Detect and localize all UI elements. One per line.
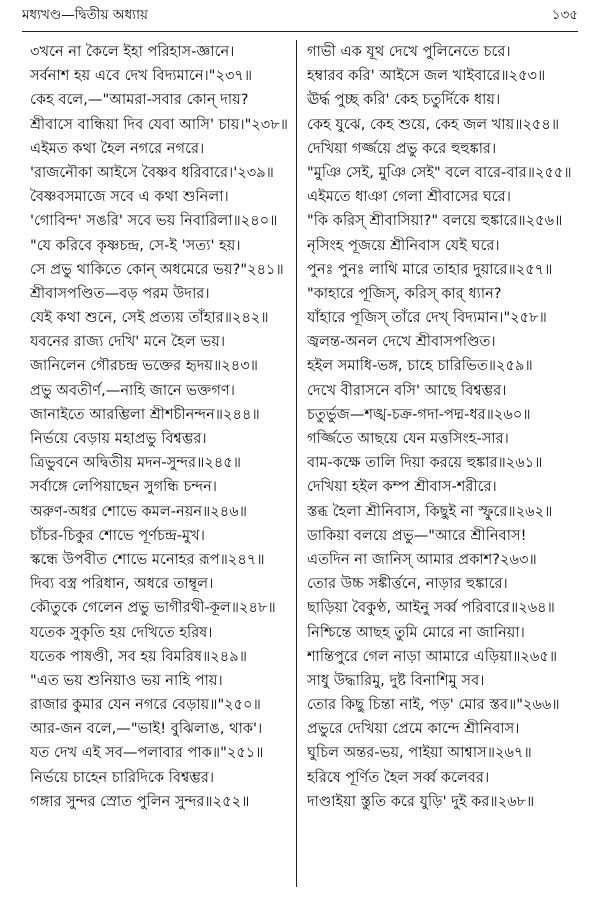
verse-line: দেখিয়া হইল কম্প শ্রীবাস-শরীরে। [307,478,497,496]
verse-line: গর্জ্জিতে আছয়ে যেন মত্তসিংহ-সার। [307,430,509,447]
verse-line: স্তব্ধ হৈলা শ্রীনিবাস, কিছুই না স্ফুরে॥২৬২॥ [307,502,553,520]
verse-line: অরুণ-অধর শোভে কমল-নয়ন॥২৪৬॥ [30,502,248,520]
verse-line: এইমতে ধাঞা গেলা শ্রীবাসের ঘরে। [307,188,512,206]
verse-line: প্রভু অবতীর্ণ,—নাহি জানে ভক্তগণ। [30,381,235,399]
header-rule [22,31,578,32]
running-title: মধ্যখণ্ড—দ্বিতীয় অধ্যায় [22,6,148,23]
verse-line: জানাইতে আরম্ভিলা শ্রীশচীনন্দন॥২৪৪॥ [30,405,260,423]
verse-line: ঘুচিল অন্তর-ভয়, পাইয়া আশ্বাস॥২৬৭॥ [307,744,532,762]
verse-line: হইল সমাধি-ভঙ্গ, চাহে চারিভিত॥২৫৯॥ [307,357,533,375]
verse-line: "কাহারে পূজিস্‌, করিস্‌ কার্‌ ধ্যান? [307,284,502,302]
verse-line: "কি করিস্‌ শ্রীবাসিয়া?" বলয়ে হুঙ্কারে॥২৫৬॥ [307,212,563,230]
verse-line: নিশ্চিন্তে আছহ তুমি মোরে না জানিয়া। [307,623,525,641]
verse-line: "যে করিবে কৃষ্ণচন্দ্র, সে-ই 'সত্য' হয়। [30,236,241,254]
verse-line: সর্বনাশ হয় এবে দেখ বিদ্যমানে।"২৩৭॥ [30,67,253,85]
verse-line: "মুঞি সেই, মুঞি সেই" বলে বারে-বার॥২৫৫॥ [307,163,572,181]
verse-line: ডাকিয়া বলয়ে প্রভু—"আরে শ্রীনিবাস! [307,526,527,544]
left-column [30,40,302,814]
verse-line: কেহ যুঝে, কেহ শুয়ে, কেহ জল খায়॥২৫৪॥ [307,115,560,133]
verse-line: রাজার কুমার যেন নগরে বেড়ায়॥"২৫০॥ [30,696,261,714]
verse-line: আর-জন বলে,—"ভাই! বুঝিলাঙ, থাক'। [30,720,263,738]
verse-line: ঊর্দ্ধ পুচ্ছ করি' কেহ চতুর্দিকে ধায়। [307,91,501,109]
column-divider [296,40,297,887]
verse-line: স্কন্ধে উপবীত শোভে মনোহর রূপ॥২৪৭॥ [30,550,265,568]
verse-line: পুনঃ পুনঃ লাথি মারে তাহার দুয়ারে॥২৫৭॥ [307,260,553,278]
verse-line: সাধু উদ্ধারিমু, দুষ্ট বিনাশিমু সব। [307,671,485,689]
verse-line: কেহ বলে,—"আমরা-সবার কোন্‌ দায়? [30,91,249,109]
page-number: ১৩৫ [551,6,578,23]
verse-line: এতদিন না জানিস্‌ আমার প্রকাশ?২৬৩॥ [307,550,537,568]
verse-line: জ্বলন্ত-অনল দেখে শ্রীবাসপণ্ডিত। [307,333,496,351]
verse-line: হম্বারব করি' আইসে জল খাইবারে॥২৫৩॥ [307,67,546,85]
verse-line: যেই কথা শুনে, সেই প্রত্যয় তাঁহার॥২৪২॥ [30,309,269,327]
verse-line: 'রাজনৌকা আইসে বৈষ্ণব ধরিবারে।'২৩৯॥ [30,163,274,181]
verse-line: হরিষে পূর্ণিত হৈল সর্ব্ব কলেবর। [307,768,490,786]
verse-line: যতেক সুকৃতি হয় দেখিতে হরিষ। [30,623,213,641]
verse-line: শ্রীবাসপণ্ডিত—বড় পরম উদার। [30,284,210,302]
verse-line: যাঁহারে পূজিস্‌ তাঁরে দেখ্‌ বিদ্যমান।"২৫৮॥ [307,309,547,327]
verse-line: তোর কিছু চিন্তা নাই, পড়' মোর স্তব॥"২৬৬॥ [307,696,560,714]
verse-line: নৃসিংহ পূজয়ে শ্রীনিবাস যেই ঘরে। [307,236,500,254]
verse-line: গঙ্গার সুন্দর স্রোত পুলিন সুন্দর॥২৫২॥ [30,792,250,810]
verse-line: ৩খনে না কৈলে ইহা পরিহাস-জ্ঞানে। [30,43,235,60]
verse-line: যত দেখ এই সব—পলাবার পাক॥"২৫১॥ [30,744,264,762]
verse-line: সর্বাঙ্গে লেপিয়াছেন সুগন্ধি চন্দন। [30,478,218,496]
verse-line: নির্ভয়ে চাহেন চারিদিকে বিশ্বম্ভর। [30,768,215,786]
verse-line: দেখিয়া গর্জ্জয়ে প্রভু করে হুহুঙ্কার। [307,139,497,157]
right-column [307,40,579,814]
verse-line: ছাড়িয়া বৈকুণ্ঠ, আইনু সর্ব্ব পরিবারে॥২৬৪॥ [307,599,555,617]
verse-line: "এত ভয় শুনিয়াও ভয় নাহি পায়। [30,671,223,689]
verse-line: তোর উচ্চ সঙ্কীর্ত্তনে, নাড়ার হুঙ্কারে। [307,575,508,593]
verse-line: দিব্য বস্ত্র পরিধান, অধরে তাম্বূল। [30,575,214,593]
verse-line: জানিলেন গৌরচন্দ্র ভক্তের হৃদয়॥২৪৩॥ [30,357,258,375]
verse-line: গাভী এক যূথ দেখে পুলিনেতে চরে। [307,43,511,60]
verse-line: প্রভুরে দেখিয়া প্রেমে কান্দে শ্রীনিবাস। [307,720,520,738]
verse-line: বাম-কক্ষে তালি দিয়া করয়ে হুঙ্কার॥২৬১॥ [307,454,543,472]
verse-line: শান্তিপুরে গেল নাড়া আমারে এড়িয়া॥২৬৫॥ [307,647,558,665]
verse-line: চাঁচর-চিকুর শোভে পূর্ণচন্দ্র-মুখ। [30,526,205,544]
verse-line: 'গোবিন্দ' সঙরি' সবে ভয় নিবারিলা॥২৪০॥ [30,212,278,230]
verse-line: দাণ্ডাইয়া স্তুতি করে যুড়ি' দুই কর॥২৬৮॥ [307,792,535,810]
verse-line: যবনের রাজ্য দেখি' মনে হৈল ভয়। [30,333,226,351]
verse-line: চতুর্ভুজ—শঙ্খ-চক্র-গদা-পদ্ম-ধর॥২৬০॥ [307,405,531,423]
verse-line: শ্রীবাসে বান্ধিয়া দিব যেবা আসি' চায়।"২৩৮॥ [30,115,288,133]
verse-line: এইমত কথা হৈল নগরে নগরে। [30,139,205,157]
verse-line: ত্রিভুবনে অদ্বিতীয় মদন-সুন্দর॥২৪৫॥ [30,454,242,472]
page-header [22,0,578,30]
verse-line: নির্ভয়ে বেড়ায় মহাপ্রভু বিশ্বম্ভর। [30,430,207,447]
verse-line: সে প্রভু থাকিতে কোন্‌ অধমেরে ভয়?"২৪১॥ [30,260,284,278]
verse-line: বৈষ্ণবসমাজে সবে এ কথা শুনিলা। [30,188,229,206]
verse-line: কৌতুকে গেলেন প্রভু ভাগীরথী-কূল॥২৪৮॥ [30,599,276,617]
verse-line: যতেক পাষণ্ডী, সব হয় বিমরিষ॥২৪৯॥ [30,647,247,665]
verse-line: দেখে বীরাসনে বসি' আছে বিশ্বম্ভর। [307,381,507,399]
